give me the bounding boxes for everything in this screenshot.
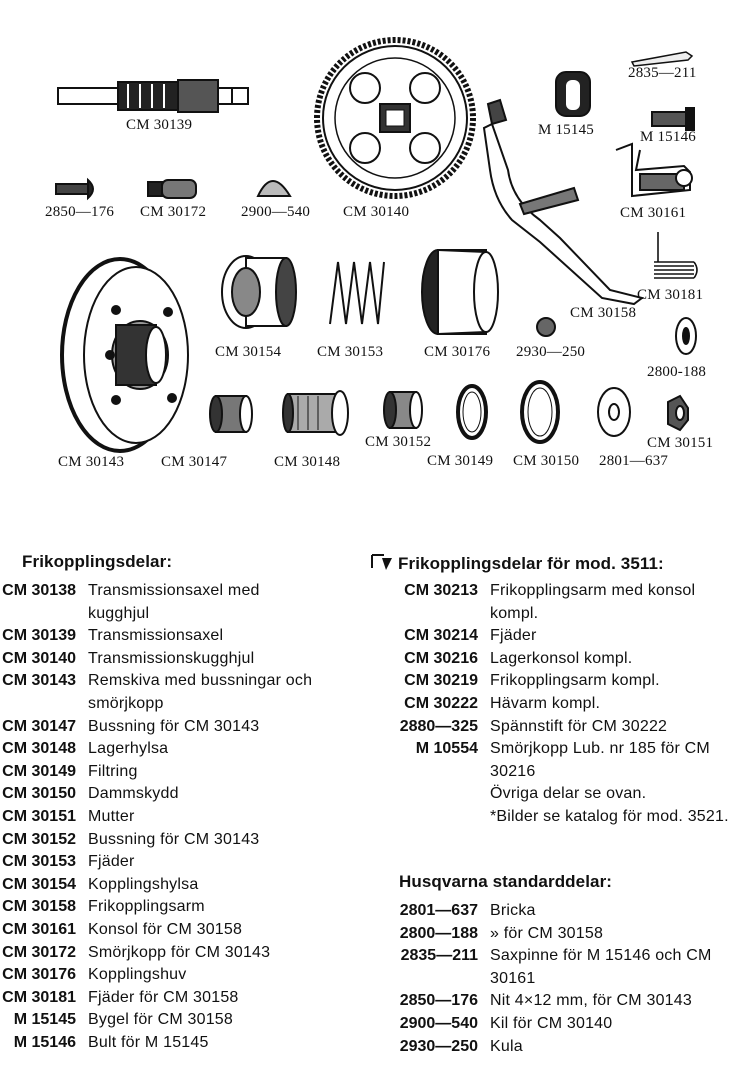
part-description: Bussning för CM 30143 <box>88 830 260 848</box>
part-row <box>0 806 318 829</box>
label-cm30150: CM 30150 <box>513 453 580 469</box>
part-code: CM 30219 <box>404 672 478 690</box>
part-description: Remskiva med bussningar och smörjkopp <box>88 672 313 712</box>
label-cm30152: CM 30152 <box>365 434 432 450</box>
label-cm30176: CM 30176 <box>424 344 491 360</box>
label-2835-211: 2835—211 <box>628 65 697 81</box>
standard-part-row <box>396 1013 752 1036</box>
label-cm30172: CM 30172 <box>140 204 207 220</box>
yoke-m15145 <box>556 72 590 116</box>
part-row <box>396 806 740 829</box>
label-cm30149: CM 30149 <box>427 453 494 469</box>
part-description: Fjäder <box>490 627 537 645</box>
part-description: Transmissionskugghjul <box>88 649 255 667</box>
part-code: M 15146 <box>13 1033 76 1051</box>
part-row <box>0 874 318 897</box>
part-description: Frikopplingsarm kompl. <box>490 672 660 690</box>
part-description: Bussning för CM 30143 <box>88 717 260 735</box>
part-code: CM 30153 <box>2 853 76 871</box>
grease-cup-cm30172 <box>148 180 196 198</box>
part-code: CM 30216 <box>404 649 478 667</box>
part-description: Frikopplingsarm med konsol kompl. <box>490 582 696 622</box>
part-code: 2850—176 <box>399 992 478 1010</box>
shaft-cm30139 <box>58 80 248 112</box>
part-code: CM 30154 <box>2 875 76 893</box>
part-row <box>0 987 318 1010</box>
part-description: Filtring <box>88 762 138 780</box>
part-code: CM 30147 <box>2 717 76 735</box>
part-code: CM 30143 <box>2 672 76 690</box>
label-cm30147: CM 30147 <box>161 454 228 470</box>
part-code: CM 30214 <box>404 627 478 645</box>
part-description: Fjäder <box>88 853 135 871</box>
standard-part-row <box>396 945 752 990</box>
part-row <box>0 648 318 671</box>
part-code: 2880—325 <box>399 717 478 735</box>
label-cm30153: CM 30153 <box>317 344 384 360</box>
std-parts-list <box>396 900 752 1058</box>
part-code: CM 30222 <box>404 694 478 712</box>
part-code: M 10554 <box>415 740 478 758</box>
part-description: Kopplingshuv <box>88 966 187 984</box>
part-description: Spännstift för CM 30222 <box>490 717 668 735</box>
bushing-cm30152 <box>384 392 422 428</box>
part-row <box>0 625 318 648</box>
bolt-m15146 <box>652 108 694 130</box>
part-description: Frikopplingsarm <box>88 898 205 916</box>
label-m15146: M 15146 <box>640 129 696 145</box>
part-code <box>396 783 478 806</box>
part-row <box>0 919 318 942</box>
std-section-title: Husqvarna standarddelar: <box>399 872 613 891</box>
label-cm30139: CM 30139 <box>126 117 193 133</box>
part-row <box>0 1009 318 1032</box>
part-description: » för CM 30158 <box>490 924 604 942</box>
part-row <box>396 716 740 739</box>
felt-ring-cm30149 <box>458 386 486 438</box>
standard-part-row <box>396 900 752 923</box>
ball-2930-250 <box>537 318 555 336</box>
part-description: Fjäder för CM 30158 <box>88 988 239 1006</box>
label-cm30151: CM 30151 <box>647 435 714 451</box>
label-2900-540: 2900—540 <box>241 204 311 220</box>
washer-2800-188 <box>676 318 696 354</box>
label-m15145: M 15145 <box>538 122 594 138</box>
part-description: Transmissionsaxel <box>88 627 224 645</box>
part-row <box>0 716 318 739</box>
part-description: Smörjkopp för CM 30143 <box>88 943 271 961</box>
cotter-pin-2835-211 <box>632 52 692 66</box>
coupling-hood-cm30176 <box>422 250 498 334</box>
part-code: CM 30138 <box>2 582 76 599</box>
part-row <box>0 738 318 761</box>
part-row <box>0 964 318 987</box>
part-description: Mutter <box>88 807 135 825</box>
part-row <box>396 738 740 783</box>
part-code: CM 30140 <box>2 649 76 667</box>
part-code: 2800—188 <box>399 924 478 942</box>
part-description: Övriga delar se ovan. <box>490 785 647 803</box>
part-description: Transmissionsaxel med kugghjul <box>88 582 260 622</box>
part-description: Smörjkopp Lub. nr 185 för CM 30216 <box>490 740 710 780</box>
bushing-cm30147 <box>210 396 252 432</box>
coupling-sleeve-cm30154 <box>222 256 296 328</box>
part-code: CM 30161 <box>2 920 76 938</box>
part-description: Dammskydd <box>88 785 179 803</box>
part-code: CM 30148 <box>2 740 76 758</box>
pulley-cm30143 <box>62 259 188 451</box>
part-code: M 15145 <box>13 1011 76 1029</box>
part-description: *Bilder se katalog för mod. 3521. <box>490 807 729 825</box>
spring-cm30181 <box>654 232 697 278</box>
corner-mark-icon <box>370 552 394 572</box>
standard-part-row <box>396 990 752 1013</box>
label-cm30143: CM 30143 <box>58 454 125 470</box>
standard-part-row <box>396 1036 752 1059</box>
part-row <box>0 829 318 852</box>
part-code: 2801—637 <box>399 902 478 919</box>
part-code: CM 30172 <box>2 943 76 961</box>
part-row <box>0 670 318 715</box>
part-description: Kopplingshylsa <box>88 875 199 893</box>
part-code <box>396 806 478 829</box>
part-row <box>396 670 740 693</box>
right-section-title-wrap <box>370 552 664 574</box>
label-cm30154: CM 30154 <box>215 344 282 360</box>
part-code: 2930—250 <box>399 1037 478 1055</box>
rivet-2850-176 <box>56 180 93 198</box>
label-cm30181: CM 30181 <box>637 287 704 303</box>
label-2850-176: 2850—176 <box>45 204 115 220</box>
part-description: Saxpinne för M 15146 och CM 30161 <box>490 947 712 987</box>
gear-cm30140 <box>317 40 473 196</box>
label-2800-188: 2800-188 <box>647 364 707 380</box>
label-cm30148: CM 30148 <box>274 454 341 470</box>
part-row <box>396 625 740 648</box>
part-row <box>396 693 740 716</box>
bracket-cm30161 <box>616 144 692 196</box>
label-cm30140: CM 30140 <box>343 204 410 220</box>
part-code: CM 30158 <box>2 898 76 916</box>
part-code: CM 30150 <box>2 785 76 803</box>
part-code: 2900—540 <box>399 1014 478 1032</box>
part-row <box>0 580 318 625</box>
washer-2801-637 <box>598 388 630 436</box>
part-row <box>0 783 318 806</box>
part-code: CM 30152 <box>2 830 76 848</box>
right-parts-list <box>396 580 740 829</box>
left-parts-list <box>0 580 318 1054</box>
part-row <box>396 783 740 806</box>
part-description: Kil för CM 30140 <box>490 1014 613 1032</box>
label-2930-250: 2930—250 <box>516 344 586 360</box>
part-row <box>0 761 318 784</box>
part-row <box>396 580 740 625</box>
part-description: Kula <box>490 1037 523 1055</box>
part-row <box>0 851 318 874</box>
label-cm30161: CM 30161 <box>620 205 687 221</box>
dust-shield-cm30150 <box>522 382 558 442</box>
nut-cm30151 <box>668 396 688 430</box>
parts-illustration <box>0 0 754 520</box>
part-description: Hävarm kompl. <box>490 694 601 712</box>
part-row <box>0 1032 318 1055</box>
part-code: CM 30213 <box>404 582 478 599</box>
label-cm30158: CM 30158 <box>570 305 637 321</box>
part-code: CM 30139 <box>2 627 76 645</box>
spring-cm30153 <box>330 262 384 324</box>
part-description: Bricka <box>490 902 536 919</box>
part-row <box>0 942 318 965</box>
standard-part-row <box>396 923 752 946</box>
key-2900-540 <box>258 181 290 196</box>
part-code: CM 30181 <box>2 988 76 1006</box>
right-section-title: Frikopplingsdelar för mod. 3511: <box>398 554 664 573</box>
part-code: 2835—211 <box>400 947 478 965</box>
part-row <box>396 648 740 671</box>
label-2801-637: 2801—637 <box>599 453 669 469</box>
part-row <box>0 896 318 919</box>
part-description: Lagerhylsa <box>88 740 169 758</box>
part-code: CM 30149 <box>2 762 76 780</box>
part-description: Lagerkonsol kompl. <box>490 649 633 667</box>
left-section-title: Frikopplingsdelar: <box>22 552 173 571</box>
bearing-sleeve-cm30148 <box>283 391 348 435</box>
part-description: Nit 4×12 mm, för CM 30143 <box>490 992 692 1010</box>
part-code: CM 30151 <box>2 807 76 825</box>
part-description: Bygel för CM 30158 <box>88 1011 234 1029</box>
part-description: Konsol för CM 30158 <box>88 920 243 938</box>
part-code: CM 30176 <box>2 966 76 984</box>
part-description: Bult för M 15145 <box>88 1033 209 1051</box>
